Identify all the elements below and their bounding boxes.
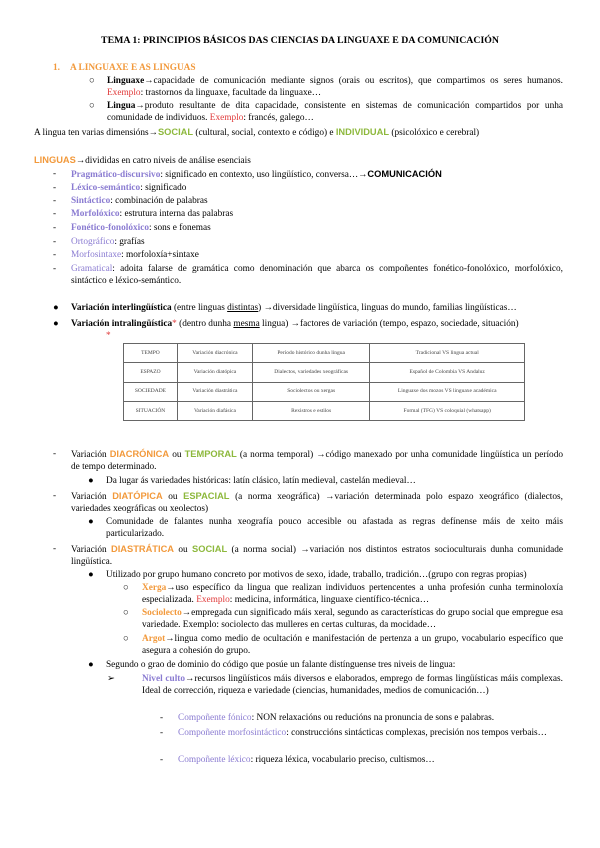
table-cell: Variación diastrática <box>177 382 252 401</box>
diatopica-sub: Comunidade de falantes nunha xeografía pouco accesible ou afastada as regras defínense máis de xeito máis particularizado. <box>106 517 563 540</box>
variation-diastratica <box>71 543 563 568</box>
diacronica-sub: Da lugar ás variedades históricas: latín clásico, latín medieval, castelán medieval… <box>106 476 416 486</box>
dash-bullet: - <box>53 264 57 274</box>
variation-diatopica <box>71 490 563 515</box>
circle-bullet-icon: ○ <box>123 634 129 644</box>
inter-underlined: distintas <box>227 303 259 313</box>
dash-bullet: - <box>53 491 57 501</box>
example-text: : francés, galego… <box>243 113 314 124</box>
component-label: Compoñente morfosintáctico <box>178 728 287 738</box>
intra-post: lingua) →factores de variación (tempo, espazo, sociedade, situación) <box>259 319 519 329</box>
page-title: TEMA 1: PRINCIPIOS BÁSICOS DAS CIENCIAS DA LINGUAXE E DA COMUNICACIÓN <box>101 35 499 46</box>
diastratica-sub1: Utilizado por grupo humano concreto por motivos de sexo, idade, traballo, tradición…(grupo con regras propias) <box>106 570 527 580</box>
star-mark: * <box>172 319 177 329</box>
disc-bullet-icon: ● <box>53 303 59 313</box>
argot-label: Argot <box>142 634 166 644</box>
diacronica-label: DIACRÓNICA <box>109 449 170 459</box>
table-cell: Rexistros e estilos <box>252 401 369 420</box>
level-label: Sintáctico <box>71 196 111 206</box>
social-desc: (cultural, social, contexto e código) e <box>193 128 336 138</box>
var-post: (a norma xeográfica) →variación determinada polo espazo xeográfico (dialectos, variedades xeográficas ou xeolectos) <box>71 492 563 515</box>
definition-linguaxe <box>107 75 563 99</box>
dimensions-line <box>34 126 574 139</box>
level-item <box>71 236 145 248</box>
sociolecto-text: →empregada cun significado máis xeral, segundo as características do grupo social que empregue esa variedade. Exemplo: sociolecto das mulleres en certas culturas, da mocidade… <box>142 608 563 631</box>
table-star-mark: * <box>106 331 111 341</box>
dash-bullet: - <box>53 209 57 219</box>
level-label: Fonético-fonolóxico <box>71 223 149 233</box>
example-label: Exemplo <box>196 595 230 606</box>
level-text: : combinación de palabras <box>110 196 208 206</box>
sociolecto-label: Sociolecto <box>142 608 182 618</box>
table-cell: Período histórico dunha lingua <box>252 344 369 363</box>
var-mid: ou <box>162 492 184 502</box>
dash-bullet: - <box>160 755 164 765</box>
component-text: : NON relaxacións ou reducións na pronuncia de sons e palabras. <box>251 713 495 723</box>
individual-desc: (psicolóxico e cerebral) <box>389 128 480 138</box>
table-cell: Sociolectos ou xergas <box>252 382 369 401</box>
social-label: SOCIAL <box>157 127 194 137</box>
variation-diacronica <box>71 448 563 473</box>
variation-table <box>123 343 525 421</box>
culto-label: Nivel culto <box>142 674 186 684</box>
dimensions-pre: A lingua ten varias dimensións→ <box>34 128 158 138</box>
inter-post: ) →diversidade lingüística, linguas do mundo, familias lingüísticas… <box>258 303 517 313</box>
level-item <box>71 195 208 207</box>
dash-bullet: - <box>53 449 57 459</box>
circle-bullet-icon: ○ <box>89 101 95 111</box>
variation-intra <box>71 318 571 330</box>
disc-bullet-icon: ● <box>88 476 94 486</box>
example-label: Exemplo <box>107 88 141 99</box>
component-item <box>178 727 563 739</box>
espacial-label: ESPACIAL <box>183 491 230 501</box>
definition-lingua <box>107 100 563 124</box>
circle-bullet-icon: ○ <box>123 608 129 618</box>
level-item <box>71 263 563 287</box>
table-cell: Linguaxe dos mozos VS linguaxe académica <box>370 382 525 401</box>
circle-bullet-icon: ○ <box>89 76 95 86</box>
individual-label: INDIVIDUAL <box>335 127 390 137</box>
xerga-label: Xerga <box>142 583 167 593</box>
dash-bullet: - <box>53 223 57 233</box>
diastratica-label: DIASTRÁTICA <box>110 544 174 554</box>
table-cell: SITUACIÓN <box>124 401 178 420</box>
level-text: : adoita falarse de gramática como denominación que abarca os compoñentes fonético-fonolóxico, morfolóxico, sintáctico e léxico-semántico. <box>71 264 563 287</box>
level-label: Ortográfico <box>71 237 115 247</box>
argot-text: →lingua como medio de ocultación e manifestación de pertenza a un grupo, vocabulario específico que asegura a cohesión do grupo. <box>142 634 563 657</box>
dash-bullet: - <box>53 169 57 179</box>
component-label: Compoñente fónico <box>178 713 252 723</box>
circle-bullet-icon: ○ <box>123 583 129 593</box>
table-row <box>124 344 525 363</box>
level-label: Morfosintaxe <box>71 250 122 260</box>
example-label: Exemplo <box>209 113 244 124</box>
intra-pre: (dentro dunha <box>176 319 234 329</box>
social-variation-label: SOCIAL <box>192 544 228 554</box>
intra-underlined: mesma <box>233 319 260 329</box>
disc-bullet-icon: ● <box>53 319 59 329</box>
level-item <box>71 208 233 220</box>
level-item <box>71 222 211 234</box>
table-cell: Tradicional VS lingua actual <box>370 344 525 363</box>
xerga-item <box>142 582 563 606</box>
level-item <box>71 182 186 194</box>
disc-bullet-icon: ● <box>88 517 94 527</box>
level-item <box>71 249 199 261</box>
table-cell: ESPAZO <box>124 363 178 382</box>
var-mid: ou <box>169 450 185 460</box>
level-text: : significado en contexto, uso lingüístico, conversa…→ <box>160 170 368 180</box>
arrow-bullet-icon: ➢ <box>107 674 115 684</box>
level-label: Léxico-semántico <box>71 183 141 193</box>
component-item <box>178 712 563 724</box>
dash-bullet: - <box>53 544 57 554</box>
table-cell: Formal (TFG) VS coloquial (whatsapp) <box>370 401 525 420</box>
term-linguaxe: Linguaxe <box>107 76 145 86</box>
table-cell: Variación diacrónica <box>177 344 252 363</box>
var-pre: Variación <box>71 450 110 460</box>
level-label: Pragmático-discursivo <box>71 170 161 180</box>
var-mid: ou <box>174 545 193 555</box>
example-text: : medicina, informática, linguaxe científico-técnica… <box>229 595 430 606</box>
table-cell: Dialectos, variedades xeográficas <box>252 363 369 382</box>
table-cell: TEMPO <box>124 344 178 363</box>
example-text: : trastornos da linguaxe, facultade da linguaxe… <box>140 88 322 99</box>
table-row <box>124 382 525 401</box>
var-pre: Variación <box>71 492 113 502</box>
inter-pre: (entre linguas <box>171 303 228 313</box>
table-row <box>124 363 525 382</box>
disc-bullet-icon: ● <box>88 660 94 670</box>
dash-bullet: - <box>53 250 57 260</box>
level-text: : sons e fonemas <box>148 223 211 233</box>
levels-heading <box>34 154 251 167</box>
levels-heading-rest: →divididas en catro niveis de análise esenciais <box>75 156 251 166</box>
var-pre: Variación <box>71 545 111 555</box>
argot-item <box>142 633 563 657</box>
dash-bullet: - <box>53 237 57 247</box>
disc-bullet-icon: ● <box>88 570 94 580</box>
sociolecto-item <box>142 607 563 631</box>
intra-label: Variación intralingüística <box>71 319 173 329</box>
section-heading: A LINGUAXE E AS LINGUAS <box>70 63 196 73</box>
table-row <box>124 401 525 420</box>
linguas-label: LINGUAS <box>34 155 76 165</box>
culto-text: →recursos lingüísticos máis diversos e elaborados, emprego de formas lingüísticas máis complexas. Ideal de corrección, riqueza e variedade (ciencias, humanidades, medios de comunicación…) <box>142 674 563 697</box>
component-item <box>178 754 563 766</box>
definition-text: →produto resultante de dita capacidade, consistente en sistemas de comunicación compartidos por unha comunidade de individuos. <box>107 101 563 124</box>
term-lingua: Lingua <box>107 101 136 111</box>
diatopica-label: DIATÓPICA <box>112 491 163 501</box>
level-label: Morfolóxico <box>71 209 120 219</box>
level-text: : significado <box>140 183 187 193</box>
table-cell: Variación diafásica <box>177 401 252 420</box>
var-post: (a norma temporal) →código manexado por unha comunidade lingüística un período de tempo determinado. <box>71 450 564 473</box>
dash-bullet: - <box>160 713 164 723</box>
section-number: 1. <box>53 63 60 73</box>
level-text: : morfoloxía+sintaxe <box>121 250 199 260</box>
dash-bullet: - <box>53 183 57 193</box>
dash-bullet: - <box>53 196 57 206</box>
variation-inter <box>71 302 571 314</box>
var-post: (a norma social) →variación nos distintos estratos socioculturais dunha comunidade lingüística. <box>71 545 563 568</box>
xerga-text: →uso específico da lingua que realizan individuos pertencentes a unha profesión cunha terminoloxía especializada. <box>142 583 563 606</box>
level-label: Gramatical <box>71 264 113 274</box>
diastratica-sub2: Segundo o grao de dominio do código que posúe un falante distínguense tres niveis de lingua: <box>106 660 456 670</box>
level-item <box>71 168 442 181</box>
definition-text: →capacidade de comunicación mediante signos (orais ou escritos), que compartimos os seres humanos. <box>144 76 563 86</box>
level-text: : estrutura interna das palabras <box>119 209 234 219</box>
inter-label: Variación interlingüística <box>71 303 172 313</box>
component-text: : construccións sintácticas complexas, precisión nos tempos verbais… <box>286 728 547 738</box>
component-text: : riqueza léxica, vocabulario preciso, cultismos… <box>250 755 435 765</box>
table-cell: SOCIEDADE <box>124 382 178 401</box>
level-text: : grafías <box>114 237 145 247</box>
table-cell: Variación diatópica <box>177 363 252 382</box>
comunicacion-label: COMUNICACIÓN <box>367 169 442 179</box>
table-cell: Español de Colombia VS Andaluz <box>370 363 525 382</box>
temporal-label: TEMPORAL <box>184 449 237 459</box>
component-label: Compoñente léxico <box>178 755 251 765</box>
dash-bullet: - <box>160 728 164 738</box>
nivel-culto-item <box>142 673 563 697</box>
